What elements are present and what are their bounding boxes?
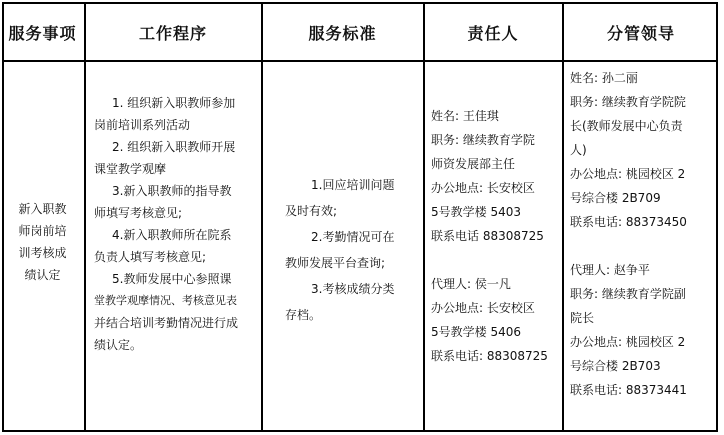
deputy-line: 办公地点: 桃园校区 2 — [570, 335, 686, 349]
deputy-line: 代理人: 侯一凡 — [431, 277, 511, 291]
procedure-line: 岗前培训系列活动 — [94, 118, 191, 132]
header-divider — [2, 60, 718, 62]
responsible-line: 职务: 继续教育学院 — [431, 133, 535, 147]
procedure-line: 堂教学观摩情况、考核意见表 — [94, 294, 237, 307]
deputy-line: 联系电话: 88373441 — [570, 383, 687, 397]
deputy-line: 号综合楼 2B703 — [570, 359, 661, 373]
leader-line: 号综合楼 2B709 — [570, 191, 661, 205]
deputy-line: 代理人: 赵争平 — [570, 263, 650, 277]
header-service-standard: 服务标准 — [308, 23, 377, 43]
procedure-cell — [86, 92, 260, 356]
service-item-line: 训考核成 — [18, 246, 67, 260]
responsible-line: 姓名: 王佳琪 — [431, 109, 499, 123]
standard-line: 1.回应培训问题 — [311, 178, 395, 192]
responsible-cell — [425, 104, 561, 368]
deputy-line: 办公地点: 长安校区 — [431, 301, 535, 315]
responsible-line: 师资发展部主任 — [431, 157, 516, 171]
header-service-item: 服务事项 — [8, 23, 77, 43]
standard-line: 及时有效; — [285, 204, 338, 218]
procedure-line: 负责人填写考核意见; — [94, 250, 207, 264]
header-responsible-person: 责任人 — [467, 23, 519, 43]
leader-line: 职务: 继续教育学院院 — [570, 95, 686, 109]
deputy-line: 职务: 继续教育学院副 — [570, 287, 686, 301]
standard-line: 教师发展平台查询; — [285, 256, 386, 270]
leader-line: 办公地点: 桃园校区 2 — [570, 167, 686, 181]
service-table — [2, 2, 718, 432]
procedure-line: 师填写考核意见; — [94, 206, 183, 220]
standard-line: 3.考核成绩分类 — [311, 282, 395, 296]
procedure-line: 并结合培训考勤情况进行成 — [94, 316, 239, 330]
table-border-bottom — [2, 430, 718, 432]
service-item-cell — [2, 198, 83, 286]
service-item-line: 师岗前培 — [18, 224, 67, 238]
leader-line: 长(教师发展中心负责 — [570, 119, 683, 133]
procedure-line: 1. 组织新入职教师参加 — [112, 96, 236, 110]
deputy-line: 院长 — [570, 311, 595, 325]
service-item-line: 新入职教 — [18, 202, 67, 216]
header-work-procedure: 工作程序 — [138, 23, 207, 43]
leader-line: 人) — [570, 143, 587, 157]
deputy-line: 联系电话: 88308725 — [431, 349, 548, 363]
spacer-line — [570, 234, 718, 258]
responsible-line: 联系电话 88308725 — [431, 229, 544, 243]
procedure-line: 4.新入职教师所在院系 — [112, 228, 232, 242]
leader-cell — [564, 66, 718, 402]
leader-line: 联系电话: 88373450 — [570, 215, 687, 229]
deputy-line: 5号教学楼 5406 — [431, 325, 521, 339]
procedure-line: 2. 组织新入职教师开展 — [112, 140, 236, 154]
procedure-line: 绩认定。 — [94, 338, 143, 352]
responsible-line: 办公地点: 长安校区 — [431, 181, 535, 195]
leader-line: 姓名: 孙二丽 — [570, 71, 638, 85]
procedure-line: 3.新入职教师的指导教 — [112, 184, 232, 198]
procedure-line: 课堂教学观摩 — [94, 162, 167, 176]
procedure-line: 5.教师发展中心参照课 — [112, 272, 232, 286]
service-item-line: 绩认定 — [24, 268, 61, 282]
header-supervising-leader: 分管领导 — [606, 23, 675, 43]
responsible-line: 5号教学楼 5403 — [431, 205, 521, 219]
standard-line: 存档。 — [285, 308, 322, 322]
standard-cell — [263, 172, 422, 328]
spacer-line — [431, 248, 561, 272]
standard-line: 2.考勤情况可在 — [311, 230, 395, 244]
